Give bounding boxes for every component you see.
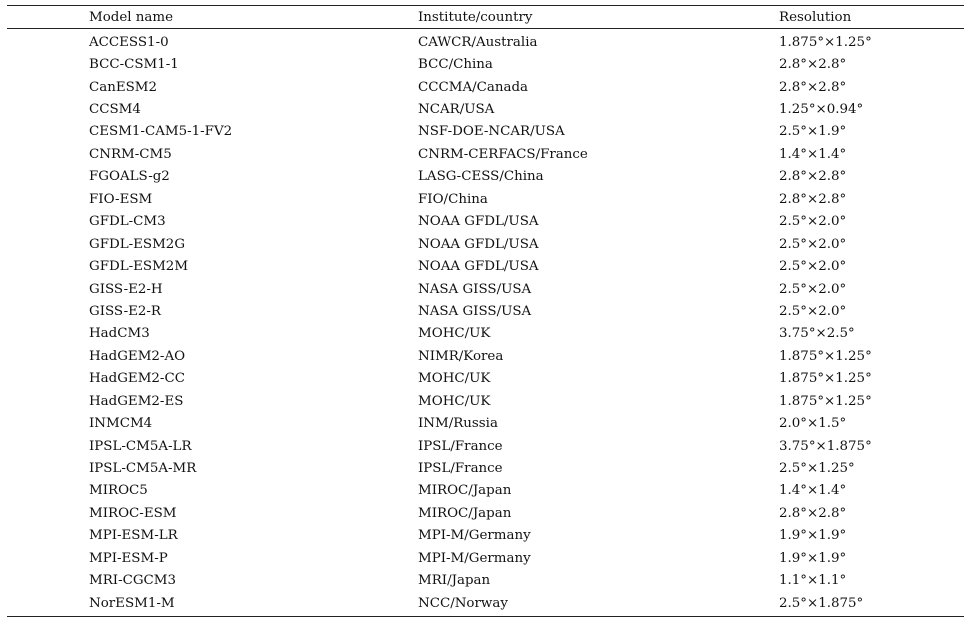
table-cell-model-name: IPSL-CM5A-LR: [89, 438, 192, 454]
table-cell-model-name: FGOALS-g2: [89, 169, 170, 185]
table-row: [7, 345, 964, 367]
table-row: [7, 188, 964, 210]
table-cell-model-name: BCC-CSM1-1: [89, 57, 179, 73]
table-cell-resolution: 2.5°×2.0°: [779, 214, 847, 230]
table-cell-institute-country: CAWCR/Australia: [418, 34, 538, 50]
table-cell-institute-country: NSF-DOE-NCAR/USA: [418, 124, 565, 140]
table-row: [7, 570, 964, 592]
table-row: [7, 435, 964, 457]
table-cell-institute-country: NOAA GFDL/USA: [418, 236, 539, 252]
table-cell-institute-country: IPSL/France: [418, 438, 503, 454]
table-row: [7, 323, 964, 345]
table-cell-model-name: MIROC5: [89, 483, 148, 499]
table-row: [7, 143, 964, 165]
table-row: [7, 255, 964, 277]
table-row: [7, 547, 964, 569]
header-resolution: Resolution: [779, 9, 852, 25]
table-cell-institute-country: MIROC/Japan: [418, 505, 512, 521]
table-row: [7, 233, 964, 255]
table-cell-model-name: GISS-E2-R: [89, 303, 162, 319]
model-table: [7, 5, 964, 617]
table-row: [7, 502, 964, 524]
table-row: [7, 278, 964, 300]
table-cell-model-name: ACCESS1-0: [89, 34, 169, 50]
table-cell-model-name: IPSL-CM5A-MR: [89, 461, 197, 477]
table-cell-model-name: FIO-ESM: [89, 191, 153, 207]
table-body: [7, 29, 964, 616]
table-row: [7, 525, 964, 547]
table-cell-model-name: MPI-ESM-P: [89, 550, 168, 566]
table-row: [7, 31, 964, 53]
header-model-name: Model name: [89, 9, 174, 25]
table-cell-model-name: CNRM-CM5: [89, 146, 172, 162]
table-row: [7, 457, 964, 479]
table-row: [7, 412, 964, 434]
table-cell-resolution: 2.8°×2.8°: [779, 79, 847, 95]
table-cell-institute-country: MIROC/Japan: [418, 483, 512, 499]
table-row: [7, 121, 964, 143]
table-cell-model-name: GFDL-CM3: [89, 214, 166, 230]
table-cell-institute-country: LASG-CESS/China: [418, 169, 544, 185]
table-cell-institute-country: NIMR/Korea: [418, 348, 504, 364]
table-cell-institute-country: FIO/China: [418, 191, 488, 207]
table-row: [7, 76, 964, 98]
table-cell-resolution: 1.875°×1.25°: [779, 371, 872, 387]
table-cell-resolution: 2.8°×2.8°: [779, 191, 847, 207]
table-cell-model-name: MPI-ESM-LR: [89, 528, 178, 544]
table-row: [7, 211, 964, 233]
table-cell-model-name: MRI-CGCM3: [89, 573, 177, 589]
table-cell-resolution: 1.9°×1.9°: [779, 528, 847, 544]
table-cell-model-name: MIROC-ESM: [89, 505, 177, 521]
table-cell-institute-country: INM/Russia: [418, 416, 498, 432]
table-cell-resolution: 2.0°×1.5°: [779, 416, 847, 432]
table-cell-model-name: HadGEM2-ES: [89, 393, 184, 409]
table-cell-institute-country: NOAA GFDL/USA: [418, 259, 539, 275]
table-cell-institute-country: BCC/China: [418, 57, 493, 73]
table-cell-resolution: 3.75°×1.875°: [779, 438, 872, 454]
table-cell-institute-country: NCC/Norway: [418, 595, 508, 611]
table-cell-institute-country: MOHC/UK: [418, 393, 491, 409]
table-cell-institute-country: MPI-M/Germany: [418, 528, 531, 544]
table-cell-resolution: 2.5°×1.25°: [779, 461, 855, 477]
table-cell-resolution: 3.75°×2.5°: [779, 326, 855, 342]
table-cell-institute-country: MOHC/UK: [418, 326, 491, 342]
table-cell-institute-country: IPSL/France: [418, 461, 503, 477]
table-cell-institute-country: CNRM-CERFACS/France: [418, 146, 588, 162]
table-row: [7, 592, 964, 614]
table-cell-resolution: 2.8°×2.8°: [779, 57, 847, 73]
table-cell-institute-country: NOAA GFDL/USA: [418, 214, 539, 230]
table-cell-model-name: GFDL-ESM2G: [89, 236, 186, 252]
table-cell-institute-country: NASA GISS/USA: [418, 303, 532, 319]
table-row: [7, 166, 964, 188]
table-cell-resolution: 2.5°×1.9°: [779, 124, 847, 140]
table-cell-institute-country: NCAR/USA: [418, 102, 495, 118]
table-cell-institute-country: CCCMA/Canada: [418, 79, 529, 95]
table-cell-resolution: 2.8°×2.8°: [779, 169, 847, 185]
table-cell-resolution: 2.8°×2.8°: [779, 505, 847, 521]
table-cell-resolution: 2.5°×1.875°: [779, 595, 864, 611]
table-row: [7, 300, 964, 322]
table-cell-resolution: 1.1°×1.1°: [779, 573, 847, 589]
header-institute-country: Institute/country: [418, 9, 533, 25]
table-cell-resolution: 1.9°×1.9°: [779, 550, 847, 566]
table-cell-resolution: 2.5°×2.0°: [779, 259, 847, 275]
table-cell-institute-country: NASA GISS/USA: [418, 281, 532, 297]
table-row: [7, 98, 964, 120]
table-cell-resolution: 1.875°×1.25°: [779, 348, 872, 364]
table-cell-model-name: HadGEM2-CC: [89, 371, 185, 387]
table-cell-model-name: GFDL-ESM2M: [89, 259, 189, 275]
table-cell-model-name: INMCM4: [89, 416, 153, 432]
table-cell-model-name: HadCM3: [89, 326, 150, 342]
table-cell-resolution: 1.4°×1.4°: [779, 483, 847, 499]
table-cell-model-name: HadGEM2-AO: [89, 348, 186, 364]
table-cell-resolution: 1.4°×1.4°: [779, 146, 847, 162]
table-cell-model-name: GISS-E2-H: [89, 281, 163, 297]
table-cell-institute-country: MOHC/UK: [418, 371, 491, 387]
table-cell-model-name: CESM1-CAM5-1-FV2: [89, 124, 233, 140]
table-cell-model-name: CCSM4: [89, 102, 141, 118]
table-cell-institute-country: MRI/Japan: [418, 573, 491, 589]
table-cell-resolution: 1.875°×1.25°: [779, 393, 872, 409]
table-header: [7, 6, 964, 29]
table-cell-model-name: CanESM2: [89, 79, 158, 95]
table-cell-resolution: 2.5°×2.0°: [779, 236, 847, 252]
table-row: [7, 480, 964, 502]
table-cell-resolution: 2.5°×2.0°: [779, 281, 847, 297]
table-row: [7, 53, 964, 75]
table-row: [7, 368, 964, 390]
table-cell-model-name: NorESM1-M: [89, 595, 175, 611]
table-cell-resolution: 1.25°×0.94°: [779, 102, 864, 118]
table-cell-resolution: 2.5°×2.0°: [779, 303, 847, 319]
table-cell-resolution: 1.875°×1.25°: [779, 34, 872, 50]
table-row: [7, 390, 964, 412]
table-cell-institute-country: MPI-M/Germany: [418, 550, 531, 566]
